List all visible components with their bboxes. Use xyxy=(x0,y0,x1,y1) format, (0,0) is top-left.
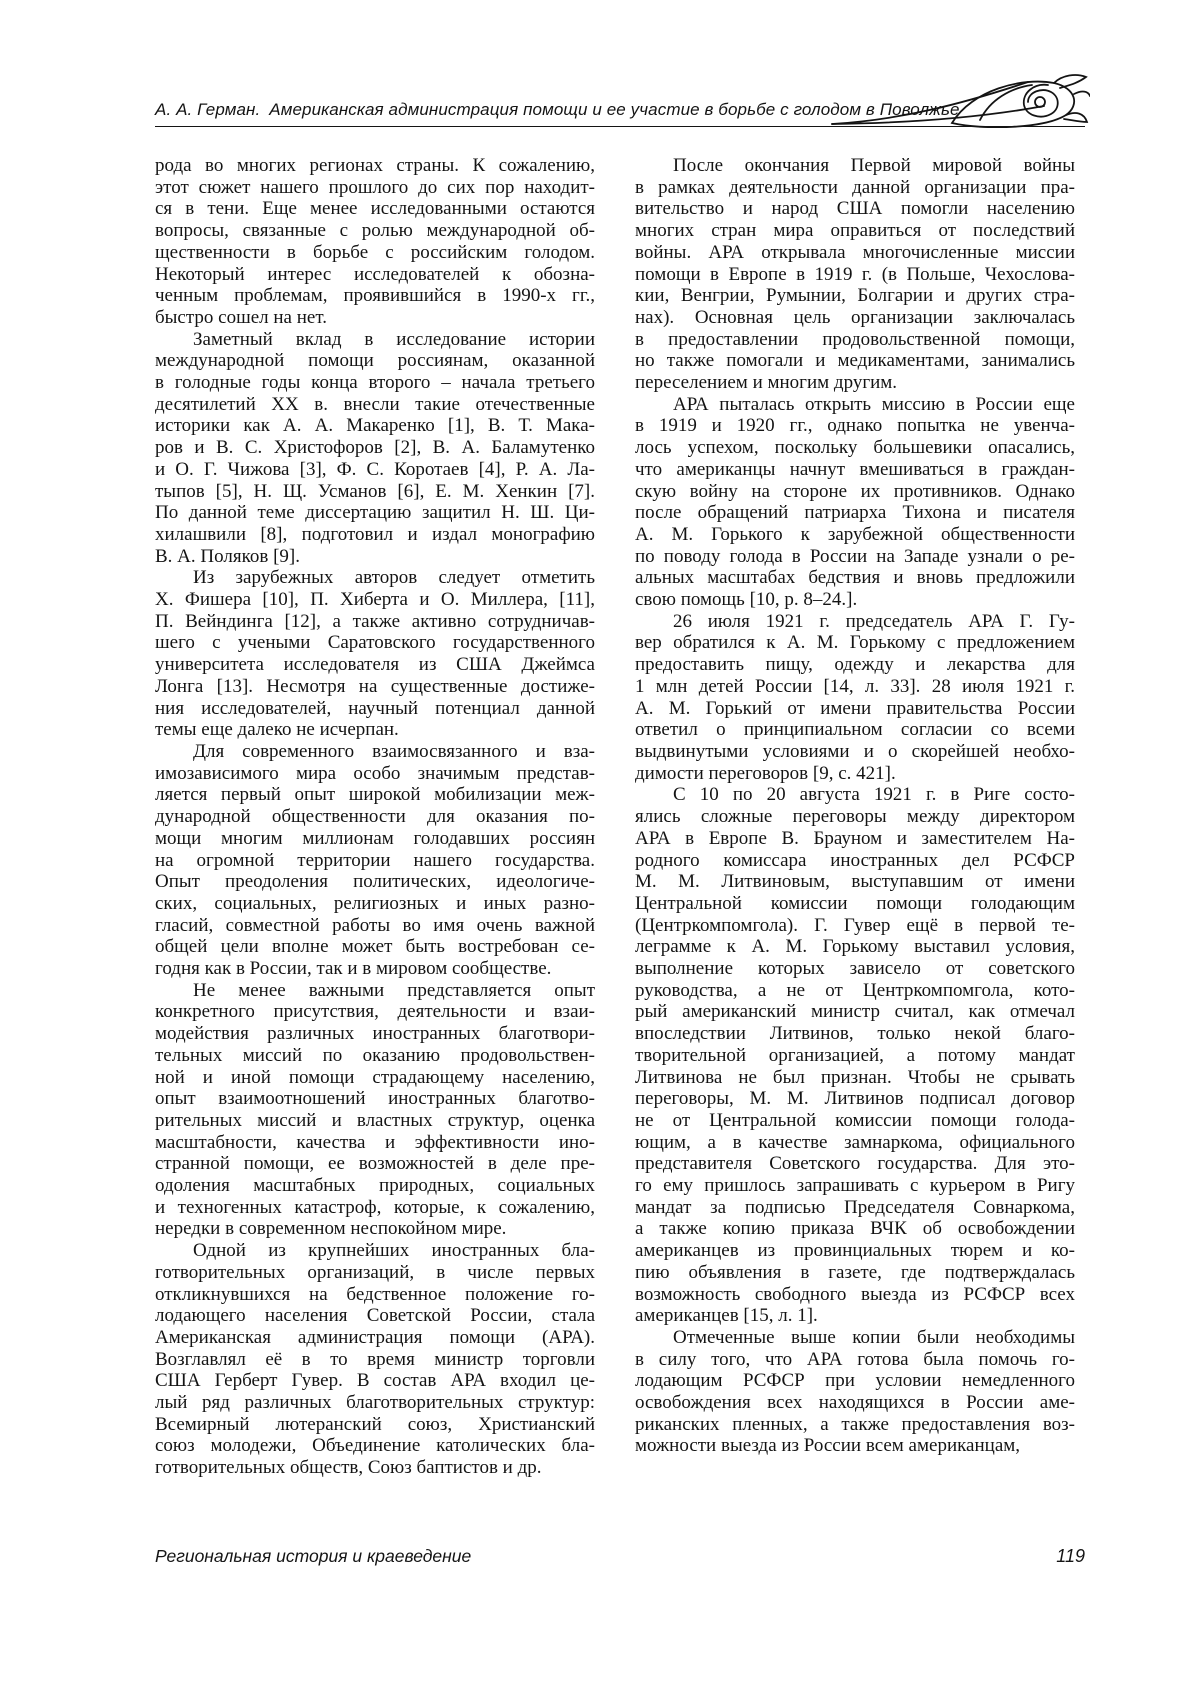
running-footer xyxy=(155,1546,1085,1567)
text-line: гласий, совместной работы во имя очень важной xyxy=(155,914,595,936)
text-line: и О. Г. Чижова [3], Ф. С. Коротаев [4], Р. А. Ла- xyxy=(155,458,595,480)
text-line: быстро сошел на нет. xyxy=(155,306,327,328)
running-article-title: Американская администрация помощи и ее участие в борьбе с голодом в Поволжье xyxy=(269,100,960,119)
text-line: ских, социальных, религиозных и иных разно- xyxy=(155,892,595,914)
text-line: Литвинова не был признан. Чтобы не срывать xyxy=(635,1066,1075,1088)
text-line: а также копию приказа ВЧК об освобождении xyxy=(635,1218,1075,1240)
text-line: в 1919 и 1920 гг., однако попытка не увенча- xyxy=(635,415,1075,437)
paragraph xyxy=(155,567,595,741)
text-line: лодающего населения Советской России, стала xyxy=(155,1305,595,1327)
text-line: С 10 по 20 августа 1921 г. в Риге состо- xyxy=(673,784,1075,806)
text-line: А. М. Горького к зарубежной общественности xyxy=(635,523,1075,545)
text-line: переговоры, М. М. Литвинов подписал договор xyxy=(635,1088,1075,1110)
page-number: 119 xyxy=(1056,1546,1085,1566)
text-line: Не менее важными представляется опыт xyxy=(193,979,595,1001)
text-line: одоления масштабных природных, социальных xyxy=(155,1175,595,1197)
text-line: ченным проблемам, проявившийся в 1990-х гг., xyxy=(155,285,595,307)
text-line: Отмеченные выше копии были необходимы xyxy=(673,1326,1075,1348)
text-line: модействия различных иностранных благотвори- xyxy=(155,1023,595,1045)
text-line: Х. Фишера [10], П. Хиберта и О. Миллера, [11], xyxy=(155,589,595,611)
text-line: рый американский министр считал, как отмечал xyxy=(635,1001,1075,1023)
text-line: освобождения всех находящихся в России аме- xyxy=(635,1392,1075,1414)
paragraph xyxy=(635,611,1075,785)
text-line: Американская администрация помощи (АРА). xyxy=(155,1326,595,1348)
text-line: впоследствии Литвинов, только некой благо- xyxy=(635,1023,1075,1045)
paragraph xyxy=(635,784,1075,1327)
text-line: Лонга [13]. Несмотря на существенные достиже- xyxy=(155,675,595,697)
text-line: ной и иной помощи страдающему населению, xyxy=(155,1066,595,1088)
text-line: масштабности, качества и эффективности ино- xyxy=(155,1131,595,1153)
paragraph xyxy=(155,741,595,980)
text-line: лодающим РСФСР при условии немедленного xyxy=(635,1370,1075,1392)
text-line: что американцы начнут вмешиваться в граждан- xyxy=(635,458,1075,480)
text-line: ялись сложные переговоры между директором xyxy=(635,806,1075,828)
text-line: представителя Советского государства. Для это- xyxy=(635,1153,1075,1175)
paragraph xyxy=(155,155,595,329)
text-line: шего с учеными Саратовского государственного xyxy=(155,632,595,654)
text-line: рительных миссий и властных структур, оценка xyxy=(155,1109,595,1131)
text-line: историки как А. А. Макаренко [1], В. Т. Мака- xyxy=(155,415,595,437)
text-line: предоставить пищу, одежду и лекарства для xyxy=(635,654,1075,676)
text-line: Из зарубежных авторов следует отметить xyxy=(193,567,595,589)
text-line: в голодные годы конца второго – начала третьего xyxy=(155,372,595,394)
text-line: лось успехом, поскольку большевики опасались, xyxy=(635,437,1075,459)
text-line: США Герберт Гувер. В состав АРА входил це- xyxy=(155,1370,595,1392)
text-line: опыт взаимоотношений иностранных благотво- xyxy=(155,1088,595,1110)
text-line: после обращений патриарха Тихона и писателя xyxy=(635,502,1075,524)
text-line: можности выезда из России всем американцам, xyxy=(635,1435,1021,1457)
text-line: ния исследователей, научный потенциал данной xyxy=(155,697,595,719)
text-line: Всемирный лютеранский союз, Христианский xyxy=(155,1413,595,1435)
text-line: но также помогали и медикаментами, занимались xyxy=(635,350,1075,372)
text-line: войны. АРА открывала многочисленные миссии xyxy=(635,241,1075,263)
text-line: ляется первый опыт широкой мобилизации меж- xyxy=(155,784,595,806)
text-line: М. М. Литвиновым, выступавшим от имени xyxy=(635,871,1075,893)
text-line: в рамках деятельности данной организации пра- xyxy=(635,176,1075,198)
text-line: А. М. Горький от имени правительства России xyxy=(635,697,1075,719)
text-line: вительство и народ США помогли населению xyxy=(635,198,1075,220)
text-line: не от Центральной комиссии помощи голода- xyxy=(635,1109,1075,1131)
right-column xyxy=(635,155,1075,1479)
text-line: откликнувшихся на бедственное положение го- xyxy=(155,1283,595,1305)
text-line: димости переговоров [9, с. 421]. xyxy=(635,762,896,784)
text-line: в силу того, что АРА готова была помочь го- xyxy=(635,1348,1075,1370)
text-line: американцев [15, л. 1]. xyxy=(635,1305,818,1327)
text-line: возможность свободного выезда из РСФСР всех xyxy=(635,1283,1075,1305)
article-body xyxy=(155,155,1075,1479)
footer-journal-title: Региональная история и краеведение xyxy=(155,1546,472,1566)
text-line: конкретного присутствия, деятельности и взаи- xyxy=(155,1001,595,1023)
paragraph xyxy=(635,155,1075,394)
text-line: союз молодежи, Объединение католических бла- xyxy=(155,1435,595,1457)
running-author: А. А. Герман. xyxy=(155,100,261,119)
text-line: имозависимого мира особо значимым представ- xyxy=(155,762,595,784)
text-line: скую войну на стороне их противников. Однако xyxy=(635,480,1075,502)
text-line: нах). Основная цель организации заключалась xyxy=(635,306,1075,328)
text-line: международной помощи россиянам, оказанной xyxy=(155,350,595,372)
left-column xyxy=(155,155,595,1479)
text-line: Одной из крупнейших иностранных бла- xyxy=(193,1240,595,1262)
text-line: и техногенных катастроф, которые, к сожалению, xyxy=(155,1196,595,1218)
text-line: вопросы, связанные с ролью международной об- xyxy=(155,220,595,242)
text-line: 1 млн детей России [14, л. 33]. 28 июля 1921 г. xyxy=(635,675,1075,697)
text-line: многих стран мира оправиться от последствий xyxy=(635,220,1075,242)
text-line: по поводу голода в России на Западе узнали о ре- xyxy=(635,545,1075,567)
text-line: ров и В. С. Христофоров [2], В. А. Баламутенко xyxy=(155,437,595,459)
text-line: десятилетий XX в. внесли такие отечественные xyxy=(155,393,595,415)
text-line: 26 июля 1921 г. председатель АРА Г. Гу- xyxy=(673,610,1075,632)
text-line: П. Вейндинга [12], а также активно сотрудничав- xyxy=(155,610,595,632)
text-line: вер обратился к А. М. Горькому с предложением xyxy=(635,632,1075,654)
text-line: лый ряд различных благотворительных структур: xyxy=(155,1392,595,1414)
text-line: Заметный вклад в исследование истории xyxy=(193,328,595,350)
text-line: руководства, а не от Центркомпомгола, кото- xyxy=(635,979,1075,1001)
text-line: тельных миссий по оказанию продовольствен- xyxy=(155,1044,595,1066)
text-line: дународной общественности для оказания по- xyxy=(155,806,595,828)
text-line: американцев из провинциальных тюрем и ко- xyxy=(635,1240,1075,1262)
text-line: выдвинутыми условиями и о скорейшей необхо- xyxy=(635,740,1075,762)
header-rule-divider xyxy=(155,126,1085,127)
text-line: Центральной комиссии помощи голодающим xyxy=(635,892,1075,914)
text-line: готворительных организаций, в числе первых xyxy=(155,1261,595,1283)
text-line: мандат за подписью Председателя Совнаркома, xyxy=(635,1196,1075,1218)
text-line: годня как в России, так и в мировом сообществе. xyxy=(155,958,552,980)
text-line: Некоторый интерес исследователей к обозна- xyxy=(155,263,595,285)
text-line: ющим, а в качестве замнаркома, официального xyxy=(635,1131,1075,1153)
text-line: АРА пыталась открыть миссию в России еще xyxy=(673,393,1075,415)
text-line: ся в тени. Еще менее исследованными остаются xyxy=(155,198,595,220)
text-line: свою помощь [10, p. 8–24.]. xyxy=(635,589,858,611)
paragraph xyxy=(635,394,1075,611)
paragraph xyxy=(155,980,595,1240)
paragraph xyxy=(155,1240,595,1479)
text-line: После окончания Первой мировой войны xyxy=(673,155,1075,176)
text-line: в предоставлении продовольственной помощи, xyxy=(635,328,1075,350)
text-line: на огромной территории нашего государства. xyxy=(155,849,595,871)
text-line: АРА в Европе В. Брауном и заместителем На- xyxy=(635,827,1075,849)
text-line: творительной организацией, а потому мандат xyxy=(635,1044,1075,1066)
text-line: нередки в современном неспокойном мире. xyxy=(155,1218,507,1240)
text-line: странной помощи, ее возможностей в деле пре- xyxy=(155,1153,595,1175)
text-line: общей цели вполне может быть востребован се- xyxy=(155,936,595,958)
text-line: мощи многим миллионам голодавших россиян xyxy=(155,827,595,849)
text-line: (Центркомпомгола). Г. Гувер ещё в первой те- xyxy=(635,914,1075,936)
text-line: рода во многих регионах страны. К сожалению, xyxy=(155,155,595,176)
text-line: риканских пленных, а также предоставления воз- xyxy=(635,1413,1075,1435)
text-line: леграмме к А. М. Горькому выставил условия, xyxy=(635,936,1075,958)
text-line: Для современного взаимосвязанного и вза- xyxy=(193,740,595,762)
text-line: В. А. Поляков [9]. xyxy=(155,545,300,567)
text-line: готворительных обществ, Союз баптистов и др. xyxy=(155,1457,542,1479)
text-line: щественности в борьбе с российским голодом. xyxy=(155,241,595,263)
text-line: переселением и многим другим. xyxy=(635,372,898,394)
text-line: университета исследователя из США Джеймса xyxy=(155,654,595,676)
text-line: помощи в Европе в 1919 г. (в Польше, Чехослова- xyxy=(635,263,1075,285)
text-line: тыпов [5], Н. Щ. Усманов [6], Е. М. Хенкин [7]. xyxy=(155,480,595,502)
running-header xyxy=(155,74,1085,130)
text-line: Опыт преодоления политических, идеологиче- xyxy=(155,871,595,893)
text-line: По данной теме диссертацию защитил Н. Ш. Ци- xyxy=(155,502,595,524)
text-line: родного комиссара иностранных дел РСФСР xyxy=(635,849,1075,871)
text-line: кии, Венгрии, Румынии, Болгарии и других стра- xyxy=(635,285,1075,307)
art-nouveau-flourish-icon xyxy=(830,74,1090,128)
text-line: пию объявления в газете, где подтверждалась xyxy=(635,1261,1075,1283)
text-line: Возглавлял её в то время министр торговли xyxy=(155,1348,595,1370)
text-line: темы еще далеко не исчерпан. xyxy=(155,719,399,741)
paragraph xyxy=(635,1327,1075,1457)
text-line: хилашвили [8], подготовил и издал монографию xyxy=(155,523,595,545)
text-line: выполнение которых зависело от советского xyxy=(635,958,1075,980)
text-line: ответил о принципиальном согласии со всеми xyxy=(635,719,1075,741)
text-line: го ему пришлось запрашивать с курьером в Ригу xyxy=(635,1175,1075,1197)
paragraph xyxy=(155,329,595,568)
text-line: этот сюжет нашего прошлого до сих пор находит- xyxy=(155,176,595,198)
text-line: альных масштабах бедствия и вновь предложили xyxy=(635,567,1075,589)
